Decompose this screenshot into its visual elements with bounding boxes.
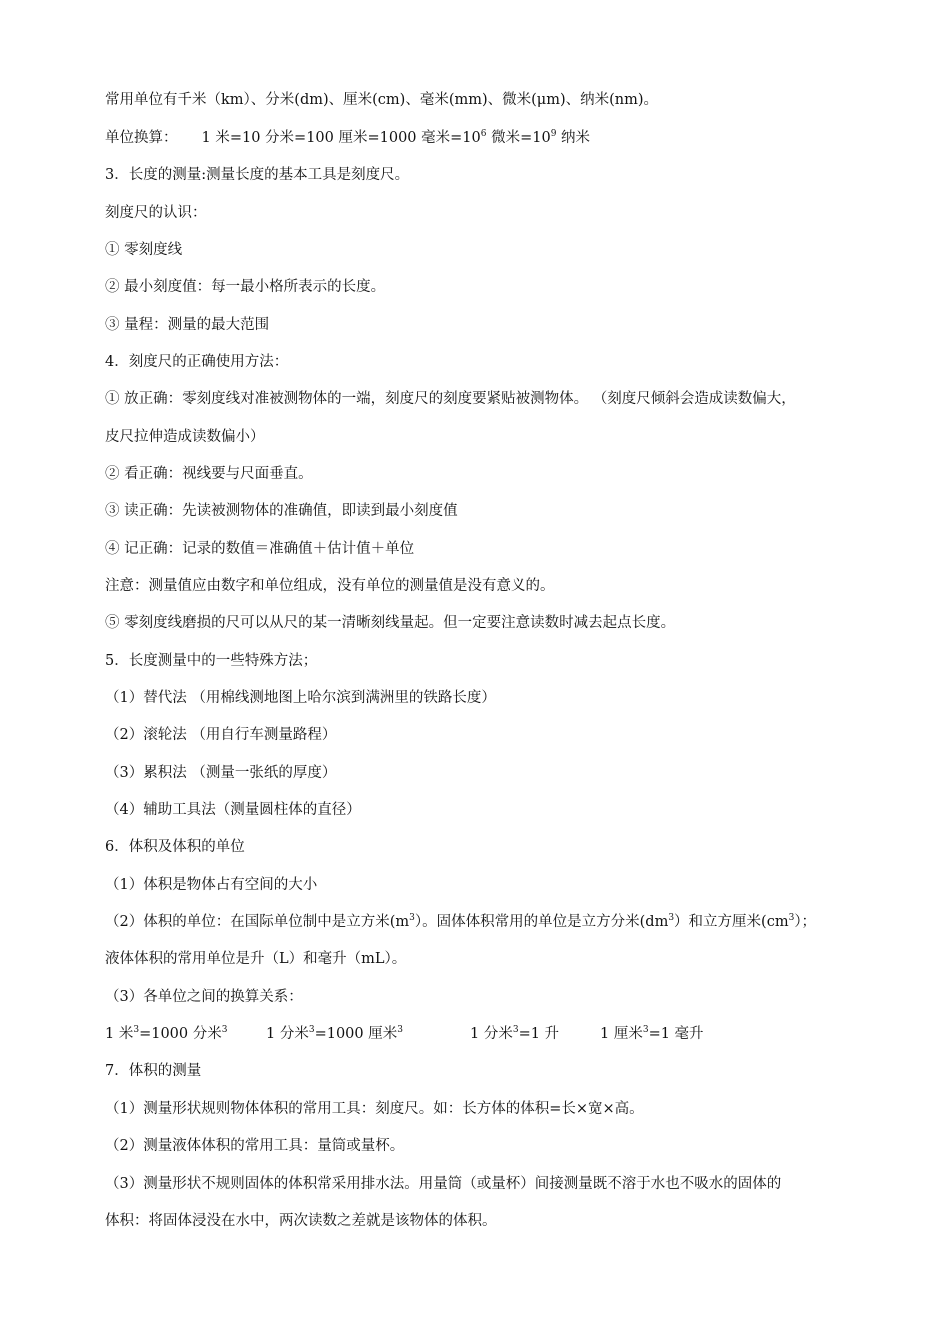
volume-conversion-row <box>0 1024 950 1044</box>
ruler-item-2: ② 最小刻度值：每一最小格所表示的长度。 <box>105 279 386 295</box>
special-method-4: （4）辅助工具法（测量圆柱体的直径） <box>105 802 361 818</box>
conversion-label: 单位换算： <box>105 130 178 146</box>
volume-conversion-1: 1 米$^3$=1000 分米$^3$ <box>105 1025 228 1042</box>
usage-item-3: ③ 读正确：先读被测物体的准确值，即读到最小刻度值 <box>105 503 458 519</box>
cubic-exponent: 3 <box>409 913 415 923</box>
usage-note: 注意：测量值应由数字和单位组成，没有单位的测量值是没有意义的。 <box>105 578 555 594</box>
cubic-exponent: 3 <box>788 913 795 923</box>
conversion-part-a: 1 米=10 分米=100 厘米=1000 毫米=10 <box>201 130 481 146</box>
conversion-part-b: 微米=10 <box>486 130 551 146</box>
volume-conversion-2: 1 分米$^3$=1000 厘米$^3$ <box>266 1025 403 1042</box>
measure-item-3-line-1: （3）测量形状不规则固体的体积常采用排水法。用量筒（或量杯）间接测量既不溶于水也不吸水的固体的 <box>105 1176 782 1192</box>
volume-units-part-a: （2）体积的单位：在国际单位制中是立方米(m <box>105 914 410 930</box>
volume-units-part-c: ）和立方厘米(cm <box>674 914 789 930</box>
ruler-item-1: ① 零刻度线 <box>105 242 183 258</box>
measure-item-2: （2）测量液体体积的常用工具：量筒或量杯。 <box>105 1138 405 1154</box>
usage-item-2: ② 看正确：视线要与尺面垂直。 <box>105 466 313 482</box>
unit-conversion-line <box>105 128 590 148</box>
cubic-exponent: 3 <box>668 913 675 923</box>
volume-item-2-line-2: 液体体积的常用单位是升（L）和毫升（mL）。 <box>105 951 407 967</box>
volume-item-2-line-1 <box>105 912 816 932</box>
measure-item-1: （1）测量形状规则物体体积的常用工具：刻度尺。如：长方体的体积=长×宽×高。 <box>105 1101 644 1117</box>
ruler-item-3: ③ 量程：测量的最大范围 <box>105 317 270 333</box>
conversion-exponent-6: 6 <box>480 129 487 139</box>
usage-item-5: ⑤ 零刻度线磨损的尺可以从尺的某一清晰刻线量起。但一定要注意读数时减去起点长度。 <box>105 615 676 631</box>
section-7-heading: 7．体积的测量 <box>105 1063 202 1079</box>
usage-item-1-line-1: ① 放正确：零刻度线对准被测物体的一端，刻度尺的刻度要紧贴被测物体。 （刻度尺倾斜会造成读数偏大， <box>105 391 796 407</box>
common-units-text: 常用单位有千米（km）、分米(dm)、厘米(cm)、毫米(mm)、微米(μm)、纳米(nm)。 <box>105 92 659 108</box>
special-method-3: （3）累积法 （测量一张纸的厚度） <box>105 765 337 781</box>
conversion-part-c: 纳米 <box>556 130 591 146</box>
special-method-2: （2）滚轮法 （用自行车测量路程） <box>105 727 337 743</box>
ruler-intro: 刻度尺的认识： <box>105 205 207 221</box>
section-3-heading: 3．长度的测量:测量长度的基本工具是刻度尺。 <box>105 167 410 183</box>
volume-conversion-4: 1 厘米$^3$=1 毫升 <box>600 1025 704 1042</box>
section-6-heading: 6．体积及体积的单位 <box>105 839 245 855</box>
volume-units-part-d: ）； <box>794 914 817 930</box>
usage-item-1-line-2: 皮尺拉伸造成读数偏小） <box>105 429 265 445</box>
section-5-heading: 5．长度测量中的一些特殊方法； <box>105 653 318 669</box>
volume-units-part-b: ）。固体体积常用的单位是立方分米(dm <box>414 914 669 930</box>
volume-conversion-3: 1 分米$^3$=1 升 <box>470 1025 560 1042</box>
measure-item-3-line-2: 体积：将固体浸没在水中，两次读数之差就是该物体的体积。 <box>105 1213 497 1229</box>
usage-item-4: ④ 记正确：记录的数值＝准确值＋估计值＋单位 <box>105 541 415 557</box>
volume-item-3: （3）各单位之间的换算关系： <box>105 989 303 1005</box>
section-4-heading: 4．刻度尺的正确使用方法： <box>105 354 289 370</box>
conversion-exponent-9: 9 <box>550 129 557 139</box>
special-method-1: （1）替代法 （用棉线测地图上哈尔滨到满洲里的铁路长度） <box>105 690 496 706</box>
volume-item-1: （1）体积是物体占有空间的大小 <box>105 877 318 893</box>
